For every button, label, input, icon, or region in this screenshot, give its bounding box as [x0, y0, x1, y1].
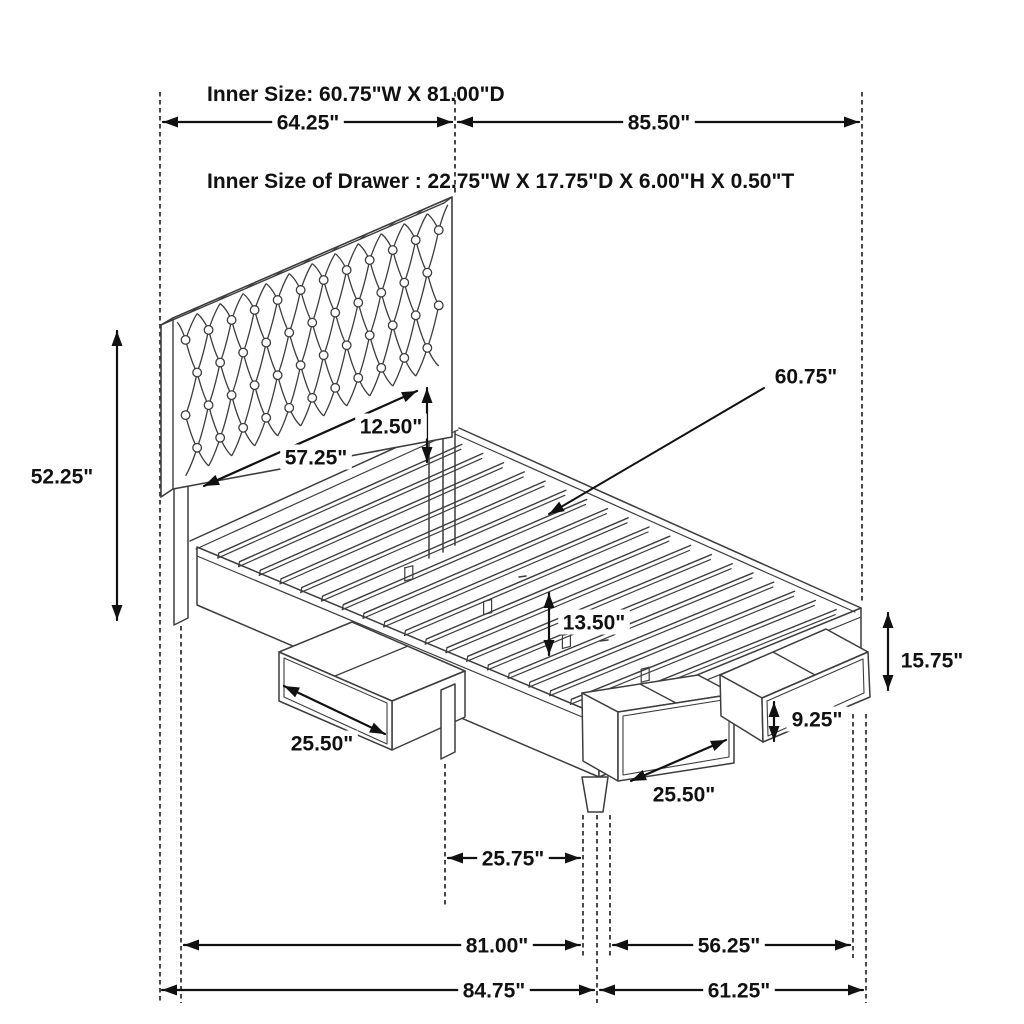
dim-inner-width	[549, 364, 842, 515]
svg-text:60.75": 60.75"	[774, 365, 838, 389]
svg-text:61.25": 61.25"	[707, 979, 771, 1003]
svg-text:25.75": 25.75"	[481, 847, 545, 871]
dim-frame-depth-bottom	[162, 978, 594, 1003]
svg-text:25.50": 25.50"	[290, 732, 354, 756]
svg-text:13.50": 13.50"	[562, 611, 626, 635]
dim-frame-height	[883, 613, 968, 690]
title-line-1: Inner Size: 60.75"W X 81.00"D	[207, 83, 505, 106]
svg-text:64.25": 64.25"	[276, 111, 340, 135]
svg-text:81.00": 81.00"	[465, 934, 529, 958]
svg-text:85.50": 85.50"	[627, 111, 691, 135]
dim-headboard-height	[26, 331, 122, 620]
bed-frame-and-slats	[174, 422, 861, 812]
dim-foot-width-partial	[613, 933, 850, 958]
dim-inner-depth	[184, 933, 580, 958]
svg-text:52.25": 52.25"	[30, 465, 94, 489]
svg-text:56.25": 56.25"	[697, 934, 761, 958]
dim-drawer-gap	[448, 846, 580, 871]
svg-text:9.25": 9.25"	[791, 708, 843, 732]
svg-text:57.25": 57.25"	[284, 446, 348, 470]
title-block	[207, 22, 794, 254]
svg-text:84.75": 84.75"	[462, 979, 526, 1003]
svg-text:25.50": 25.50"	[652, 783, 716, 807]
dim-frame-width-bottom	[600, 978, 863, 1003]
svg-text:12.50": 12.50"	[359, 415, 423, 439]
svg-text:15.75": 15.75"	[900, 649, 964, 673]
title-line-2: Inner Size of Drawer : 22.75"W X 17.75"D X 6.00"H X 0.50"T	[207, 170, 795, 193]
